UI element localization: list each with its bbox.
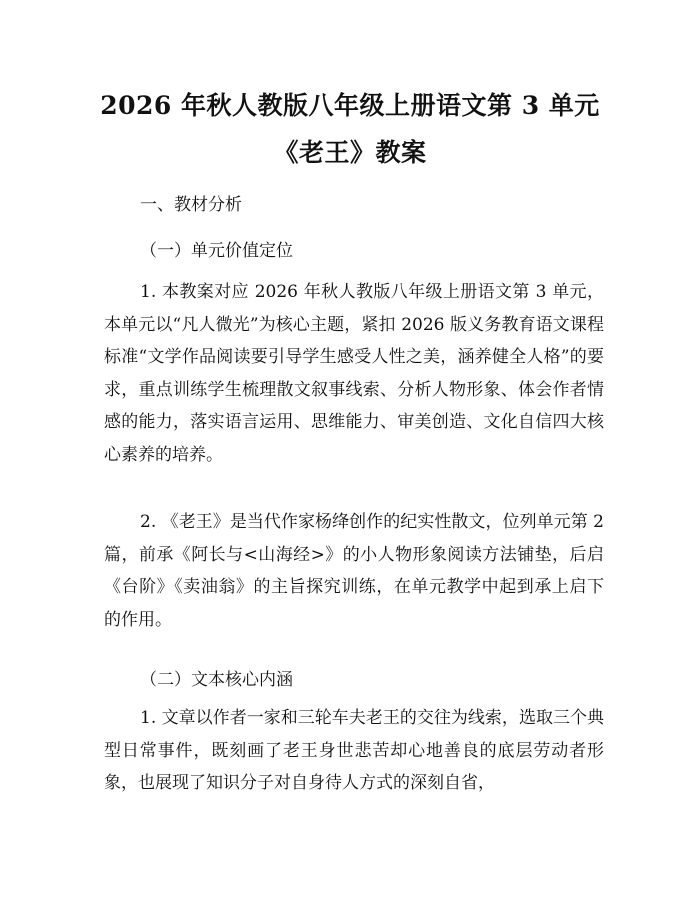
subsection-heading-unit-value: （一）单元价值定位 [140,241,293,261]
paragraph-unit-value-2: 2. 《老王》是当代作家杨绛创作的纪实性散文，位列单元第 2 篇，前承《阿长与<山海经>》的小人物形象阅读方法铺垫，后启《台阶》《卖油翁》的主旨探究训练，在单元教学中起到承上启下的作用。 [104,512,604,630]
document-title-line-2: 《老王》教案 [273,138,427,167]
paragraph-unit-value-1: 1. 本教案对应 2026 年秋人教版八年级上册语文第 3 单元，本单元以“凡人微光”为核心主题，紧扣 2026 版义务教育语文课程标准“文学作品阅读要引导学生感受人性之美，涵养健全人格”的要求，重点训练学生梳理散文叙事线索、分析人物形象、体会作者情感的能力，落实语言运用、思维能力、审美创造、文化自信四大核心素养的培养。 [104,282,604,465]
section-heading-textbook-analysis: 一、教材分析 [140,195,242,215]
subsection-heading-text-core: （二）文本核心内涵 [140,670,293,690]
paragraph-text-core-1: 1. 文章以作者一家和三轮车夫老王的交往为线索，选取三个典型日常事件，既刻画了老王身世悲苦却心地善良的底层劳动者形象，也展现了知识分子对自身待人方式的深刻自省， [104,708,604,793]
document-title-line-1: 2026 年秋人教版八年级上册语文第 3 单元 [100,91,600,120]
